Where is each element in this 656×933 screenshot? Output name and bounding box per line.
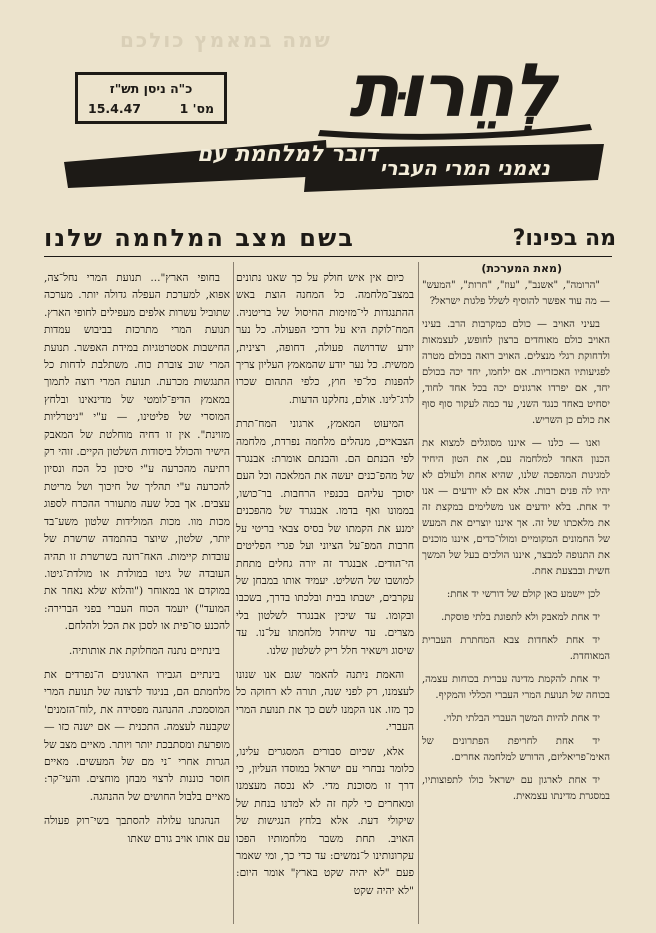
paragraph: והאמת ניתנה להאמר שגם אנו שנונו לעצמנו, רק לפני שנה, תורה לא רחוקה כל כך מזו. אנו הקמנו לשם כך את תנועת המרי העברי. [236, 668, 414, 734]
paragraph: הנהגתנו עלולה להסתבך בשי־רוק פעולה עם אותו אויב גורם שאתו [44, 815, 230, 845]
gregorian-date: 15.4.47 [88, 101, 141, 116]
column-divider [418, 262, 419, 924]
paragraph: "הרומה", "אשנב", "עוז", "חרות", "המעש" — מה עוד אפשר להוסיף לשלל פלגות ישראל? [422, 280, 610, 307]
bleed-through-text: שמה במאמץ כולכם [120, 28, 332, 52]
paragraph: לכן יישמע כאן קולם של דורשי יד אחת: [446, 589, 600, 600]
headline-rule [44, 256, 612, 257]
left-article-headline: בשם מצב המלחמה שלנו [44, 224, 355, 252]
banner-slogan: דובר למלחמת עם [196, 142, 378, 167]
hebrew-date: כ"ה ניסן תש"ז [109, 81, 193, 96]
banner-subtitle: נאמני המרי העברי [379, 156, 550, 180]
paragraph: כיום אין איש חולק על כך שאנו נתונים במצב־מלחמה. כל המחנה הוצת באש ההתנגדות לי־מזימות החיסול של בריטניה. המח־לוקת היא על דרכי הפעולה. כל נער יודע שדרושה פעולה, דחופה, רצינית, ממשית. כל נער יודע שהמאמץ העליון צריך להפנות כל־פי חוץ, כלפי התהום שכרו לרג־לינו. אולם, נחלקנו הדעות. [236, 272, 414, 406]
paragraph: יד אחת למאבק ולא לתפוגת בלתי פוסקת. [441, 612, 600, 623]
paragraph: המיעוט המאמץ, ארגוני המח־תרת הצבאיים, מנהלים מלחמה נפרדת, מלחמה לפי הבנתם הם. והבנתם אומרת: אבנגרד של מהפ־כנים יעשה את המלאכה וכל העם יסוכך עליהם בכנפיו הרחבות. בר־כושו, בממונו ואף בדמו. אבנגרד של מהפכנים ימנע את הקמתו של בסיס צבאי בריטי על חרבות המפ־על הציוני ועל פגרי הפליטים הי־הודים. אבנגרד זה יורה גחלים מתחת למושבו של השליט. יעמיד אותו במבחן של עקרבים, ישבתו בבית ובלכתו בדרך, בשכבו ובקומו. עד שיכין אבנגרד לשלטון בלי מצרים. עד שיחדל מלחמתו על־נו. עד שיסוג וישאיר חלל ריק לשלטון שלנו. [236, 418, 414, 657]
paragraph: ואנו — כלנו — איננו מסוגלים למצוא את הכנון האחד למלחמה עם, את הטון היחיד למגינות המהפכה שלנו, שהיא אחת ולעולם לא יהיו לה פנים רבות. אלא אם לא יודעים — אנו יד אחת. בלא יודעים אנו משלימים במקצת זה את מלאכתו של זה. אך איננו יוצרים את המעש של החמונים המקומיים ומולו־כדים, איננו מוכנים את התנופה למבצר, איננו הולכים בעל של המשך חשית ובבצעת אחת. [422, 438, 610, 577]
newspaper-title: לְחֵרוּת [348, 48, 556, 134]
paragraph: בינתיים נתנה המחלוקת את אותותיה. [68, 644, 220, 657]
paragraph: יד אחת להקמת מדינה עברית בכוחות עצמה, בכוחה של תנועת המרי העברי הכללי והמקיף. [422, 674, 610, 701]
paragraph: יד אחת לאחדות צבא המחתרת העברית המאוחדת. [422, 635, 610, 662]
paragraph: יד אחת לחריפת הפתרונים של האימ־פריאליזם, הדורש למלחמה אחרים. [422, 736, 610, 763]
paragraph: יד אחת לארגון עם ישראל כולו לתפוצותיו, במסגרת מדינתו עצמאית. [422, 775, 610, 802]
masthead [300, 44, 604, 144]
right-article-headline: מה בפינו? [512, 226, 616, 251]
column-right [422, 278, 610, 933]
paragraph: יד אחת להיות המשך העברי הבלתי תלוי. [443, 713, 600, 724]
right-article-byline: (מאת המערכת) [481, 262, 562, 275]
column-left [44, 270, 230, 925]
column-middle [236, 270, 414, 925]
paragraph: אלא, שכיום סבורים המסגרים עלינו, כלומר נבחרי עם ישראל במוסדו העליון, כי דרך זו מסוכנת מדי. לא נכסה מעצמנו ומאחרים כי לקח זה לא למדנו בנחת של שיקולי דעת. אלא בלחץ הנגישות של האויב. תחת משבר מלחמותיו הפכו עקרונותינו ל־נמשים: עד כדי כך, ומי שאמר פעם "לא יהיה שקט בארץ" אומר היום: "לא יהיה שקט [236, 745, 414, 897]
issue-date-box [75, 72, 227, 124]
paragraph: בעיני האויב — כולם כמקרבות הרב. בעיני האויב כולם מאוחדים ברצון לחופש, לעצמאות ולדחוקת רגלי מנצלים. האויב רואה בכולם מטרה לפגיעותיו האכזריות. אם ילחמו, יחד יכה בכולם יחד, אם יפרדו ארגונים יכה בכל אחד לחוד, יסחיט באחד כנגד השני, עד כמה לעקור סוף סוף את כולם כן השריש. [422, 319, 610, 426]
masthead-banner [58, 132, 606, 198]
paragraph: בחופי הארץ"... תנועת המרי נחל־צה, אפוא, למערכת העפלה גדולה יותר. מערכה שתוביל עשרות אלפים מעפילים לחופי הארץ. תנועת המרי מתרכזת בביבוש עמדות החישבות אסטרטגיות במידת האפשר. תנועת המרי שוב צוברת כוח. משתלבת לדחות כל התנגשות מכרעת. תנועת המרי רוצה לתמוך במאמץ הדיפ־לומטי של מדינאינו ובלחץ המוסרי של פליטינו, — ע"י "ניטרליות מזוינת". אין זו דחיה מוחלטת של המאבק הישיר והכולל ביסודות השלטון הקיים. זוהי רק רתיעה מהכרעה ע"י סיכון כל הכח ונסיון להכרעה ע"י תהליך של חיכוך ושל מריטת עצבים. אך בכל שעה מתעורר ההכרח לספוג מכות מוו. מכות המולידות שלטון משע־בד יותר, שלטון, שיוצר בהתמדה שרשרת של עובדות קיימות. האח־רונה בשרשרת זו תהיה העובדה של גיטו במולדת או מולדת־גיטו. במוקדם או במאוחר ("והלוא שלא נאחר את המועד") יועמד הכוח העברי בפני הברירה: להכנע סו־פית או לסכן את הכל ולהלחם. [44, 272, 230, 633]
issue-number: מס' 1 [179, 101, 214, 116]
paragraph: בינתיים הגבירו הארגונים ה־נפרדים את מלחמתם הם, בניגוד לרצונה של תנועת המרי המוסמכת. ההנהגה מפסידה את ‚לוח־הזמנים' שקבעה לעצמה. התכנית — אם ישנה כזו — מופרעת ומסתבכת יותר ויותר. מאיים מצב של הגרות אחרי ־ני מם של המעשים. מאיים חוסר כוננות לרצוי מבחן מוחצים. והעי־קר: מאיים בלבול החושים של ההנהגה. [44, 668, 230, 803]
column-divider [233, 262, 234, 924]
